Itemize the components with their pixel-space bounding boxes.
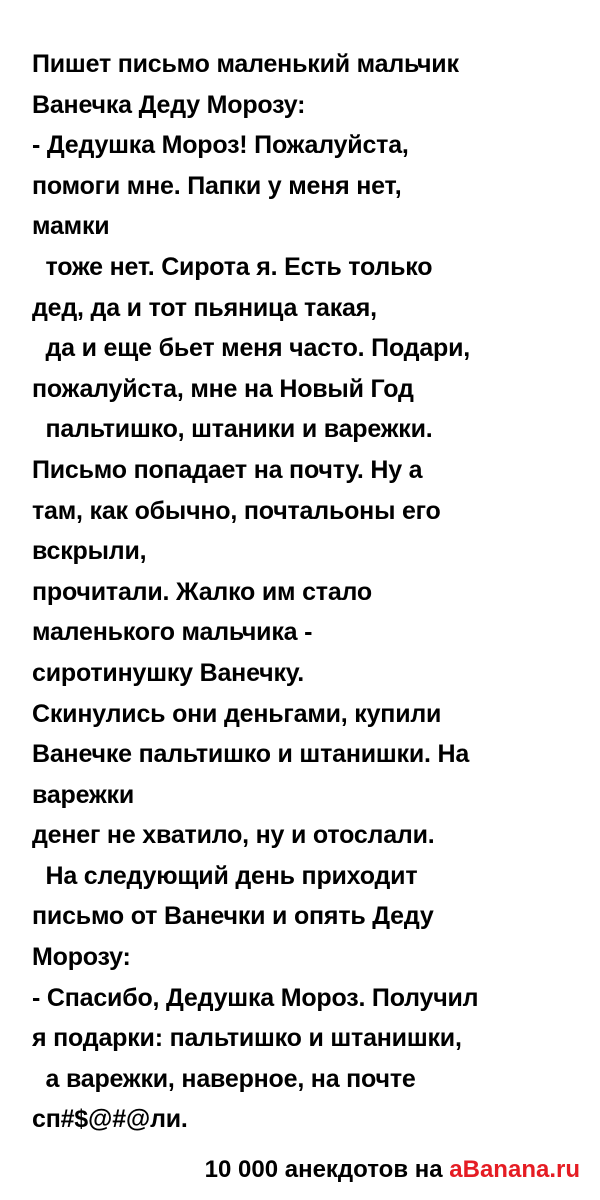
joke-line: - Дедушка Мороз! Пожалуйста,	[32, 131, 409, 160]
joke-line: На следующий день приходит	[32, 861, 418, 890]
site-logo-a[interactable]: a	[449, 1156, 463, 1183]
joke-line: маленького мальчика -	[32, 618, 313, 647]
joke-line: вскрыли,	[32, 537, 147, 566]
joke-line: дед, да и тот пьяница такая,	[32, 293, 377, 322]
joke-line: Ванечка Деду Морозу:	[32, 90, 306, 119]
footer-tagline: 10 000 анекдотов на	[204, 1156, 450, 1183]
site-footer	[0, 1152, 580, 1188]
joke-line: Письмо попадает на почту. Ну а	[32, 455, 423, 484]
joke-line: варежки	[32, 780, 134, 809]
joke-line: я подарки: пальтишко и штанишки,	[32, 1024, 462, 1053]
joke-line: - Спасибо, Дедушка Мороз. Получил	[32, 983, 479, 1012]
joke-line: там, как обычно, почтальоны его	[32, 496, 441, 525]
joke-line: Пишет письмо маленький мальчик	[32, 50, 459, 78]
joke-line: мамки	[32, 212, 110, 241]
joke-line: Морозу:	[32, 943, 131, 972]
joke-line: помоги мне. Папки у меня нет,	[32, 171, 402, 200]
joke-text	[32, 44, 580, 1140]
joke-line: прочитали. Жалко им стало	[32, 577, 372, 606]
joke-line: сиротинушку Ванечку.	[32, 658, 305, 687]
joke-line: Скинулись они деньгами, купили	[32, 699, 442, 728]
joke-line: денег не хватило, ну и отослали.	[32, 821, 435, 850]
joke-line: пальтишко, штаники и варежки.	[32, 415, 433, 444]
joke-line: пожалуйста, мне на Новый Год	[32, 374, 414, 403]
joke-line: да и еще бьет меня часто. Подари,	[32, 334, 471, 363]
joke-line: сп#$@#@ли.	[32, 1105, 188, 1134]
joke-line: Ванечке пальтишко и штанишки. На	[32, 740, 470, 769]
joke-line: а варежки, наверное, на почте	[32, 1064, 416, 1093]
joke-line: письмо от Ванечки и опять Деду	[32, 902, 434, 931]
joke-line: тоже нет. Сирота я. Есть только	[32, 252, 433, 281]
site-logo-text[interactable]: Banana.ru	[462, 1156, 580, 1183]
